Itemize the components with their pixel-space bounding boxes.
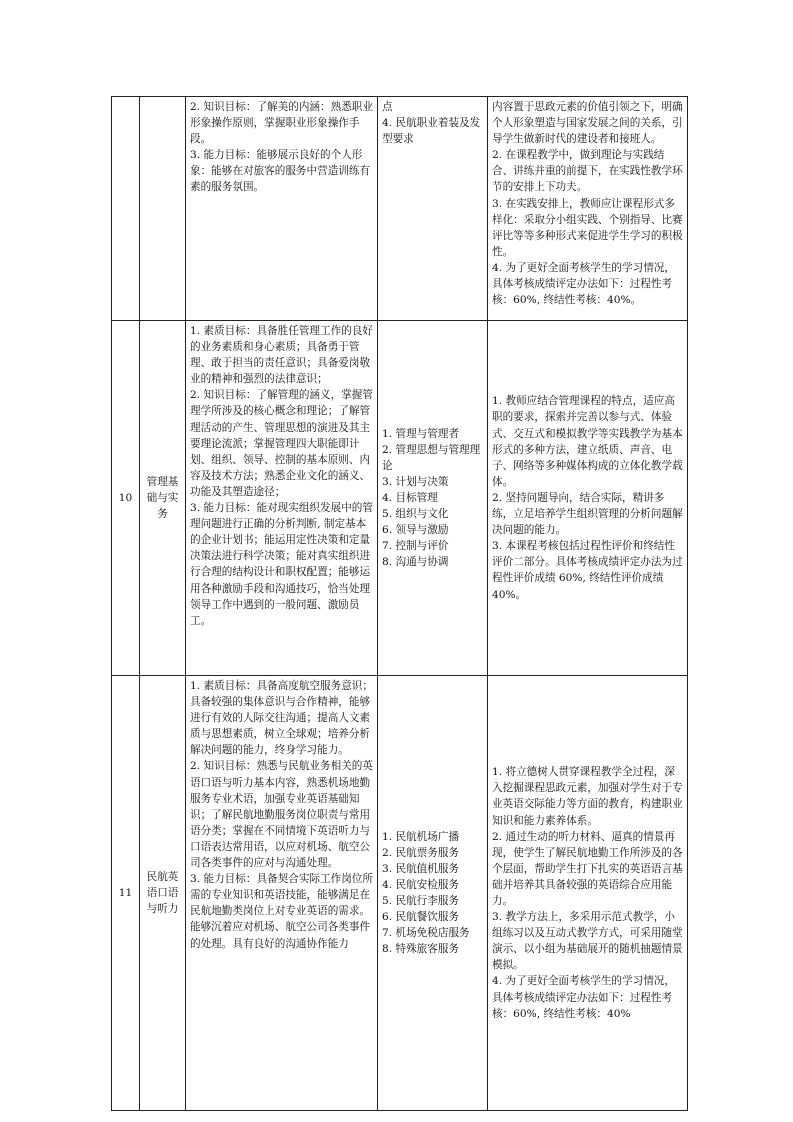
course-name: 民航英语口语与听力 bbox=[140, 676, 186, 1111]
requirement-item: 1. 教师应结合管理课程的特点，适应高职的要求，探索并完善以参与式、体验式、交互式和模拟教学等实践教学为基本形式的多种方法，建立纸质、声音、电子、网络等多种媒体构成的立体化教学载体。 bbox=[492, 395, 683, 488]
content-item: 点 bbox=[382, 101, 393, 113]
course-contents bbox=[378, 676, 488, 1111]
table-row bbox=[112, 321, 688, 676]
content-item: 1. 民航机场广播 bbox=[382, 830, 460, 843]
content-item: 7. 机场免税店服务 bbox=[382, 927, 470, 940]
table-row bbox=[112, 676, 688, 1111]
content-item: 4. 目标管理 bbox=[382, 491, 438, 504]
content-item: 3. 民航值机服务 bbox=[382, 862, 460, 875]
goal-item: 2. 知识目标：了解美的内涵：熟悉职业形象操作原则，掌握职业形象操作手段。 bbox=[190, 101, 373, 146]
requirement-item: 3. 在实践安排上，教师应让课程形式多样化：采取分小组实践、个别指导、比赛评比等等多种形式来促进学生学习的积极性。 bbox=[492, 197, 683, 258]
content-item: 5. 民航行李服务 bbox=[382, 895, 460, 907]
content-item: 2. 管理思想与管理理论 bbox=[382, 443, 481, 472]
course-goals bbox=[186, 676, 378, 1111]
goal-item: 3. 能力目标：具备契合实际工作岗位所需的专业知识和英语技能，能够满足在民航地勤类岗位上对专业英语的需求。能够沉着应对机场、航空公司各类事件的处理。具有良好的沟通协作能力 bbox=[190, 873, 373, 950]
content-item: 4. 民航职业着装及发型要求 bbox=[382, 117, 481, 146]
content-item: 3. 计划与决策 bbox=[382, 475, 449, 488]
goal-item: 1. 素质目标：具备高度航空服务意识；具备较强的集体意识与合作精神，能够进行有效的人际交往沟通；提高人文素质与思想素质，树立全球观；培养分析解决问题的能力，终身学习能力。 bbox=[190, 680, 373, 757]
goal-item: 2. 知识目标：了解管理的涵义，掌握管理学所涉及的核心概念和理论；了解管理活动的产生、管理思想的演进及其主要理论流派；掌握管理四大职能即计划、组织、领导、控制的基本原则、内容及技术方法；熟悉企业文化的涵义、功能及其塑造途径； bbox=[190, 389, 373, 498]
course-requirements bbox=[488, 97, 688, 321]
content-item: 1. 管理与管理者 bbox=[382, 427, 460, 440]
content-item: 5. 组织与文化 bbox=[382, 508, 449, 521]
course-number: 10 bbox=[112, 321, 140, 676]
content-item: 2. 民航票务服务 bbox=[382, 846, 460, 859]
requirement-item: 4. 为了更好全面考核学生的学习情况，具体考核成绩评定办法如下：过程性考核：60%, 终结性考核：40%。 bbox=[492, 261, 675, 307]
course-goals bbox=[186, 321, 378, 676]
requirement-item: 1. 将立德树人贯穿课程教学全过程，深入挖掘课程思政元素，加强对学生对于专业英语交际能力等方面的教育，构建职业知识和能力素养体系。 bbox=[492, 766, 683, 827]
content-item: 6. 领导与激励 bbox=[382, 524, 449, 537]
course-table bbox=[111, 96, 688, 1111]
course-number: 11 bbox=[112, 676, 140, 1111]
requirement-item: 3. 教学方法上，多采用示范式教学，小组练习以及互动式教学方式，可采用随堂演示、以小组为基础展开的随机抽题情景模拟。 bbox=[492, 911, 683, 972]
content-item: 4. 民航安检服务 bbox=[382, 878, 460, 891]
course-name: 管理基础与实务 bbox=[140, 321, 186, 676]
goal-item: 1. 素质目标：具备胜任管理工作的良好的业务素质和身心素质；具备勇于管理、敢于担当的责任意识；具备爱岗敬业的精神和强烈的法律意识； bbox=[190, 325, 373, 386]
requirement-item: 2. 在课程教学中，做到理论与实践结合、讲练并重的前提下，在实践性教学环节的安排上下功夫。 bbox=[492, 149, 683, 194]
requirement-item: 3. 本课程考核包括过程性评价和终结性评价二部分。具体考核成绩评定办法为过程性评价成绩 60%, 终结性评价成绩 40%。 bbox=[492, 540, 683, 601]
course-name bbox=[140, 97, 186, 321]
requirement-item: 4. 为了更好全面考核学生的学习情况，具体考核成绩评定办法如下：过程性考核：60%, 终结性考核：40% bbox=[492, 975, 675, 1020]
table-row bbox=[112, 97, 688, 321]
requirement-item: 内容置于思政元素的价值引领之下，明确个人形象塑造与国家发展之间的关系，引导学生做新时代的建设者和接班人。 bbox=[492, 101, 683, 146]
requirement-item: 2. 坚持问题导向，结合实际，精讲多练，立足培养学生组织管理的分析问题解决问题的能力。 bbox=[492, 491, 683, 537]
course-requirements bbox=[488, 321, 688, 676]
content-item: 7. 控制与评价 bbox=[382, 540, 449, 553]
content-item: 8. 特殊旅客服务 bbox=[382, 943, 460, 956]
requirement-item: 2. 通过生动的听力材料、逼真的情景再现，使学生了解民航地勤工作所涉及的各个层面，帮助学生打下扎实的英语语言基础并培养其具备较强的英语综合应用能力。 bbox=[492, 830, 683, 907]
goal-item: 3. 能力目标：能够展示良好的个人形象：能够在对旅客的服务中营造训练有素的服务氛围。 bbox=[190, 149, 371, 194]
goal-item: 2. 知识目标：熟悉与民航业务相关的英语口语与听力基本内容，熟悉机场地勤服务专业术语，加强专业英语基础知识；了解民航地勤服务岗位职责与常用语分类；掌握在不同情境下英语听力与口语表达常用语，以应对机场、航空公司各类事件的应对与沟通处理。 bbox=[190, 760, 373, 870]
course-contents bbox=[378, 321, 488, 676]
content-item: 6. 民航餐饮服务 bbox=[382, 911, 460, 924]
goal-item: 3. 能力目标：能对现实组织发展中的管理问题进行正确的分析判断, 制定基本的企业计划书；能运用定性决策和定量决策法进行科学决策；能对真实组织进行合理的结构设计和职权配置；能够运用各种激励手段和沟通技巧，恰当处理领导工作中遇到的一般问题、激励员工。 bbox=[190, 502, 373, 627]
course-number bbox=[112, 97, 140, 321]
course-requirements bbox=[488, 676, 688, 1111]
course-goals bbox=[186, 97, 378, 321]
course-contents bbox=[378, 97, 488, 321]
content-item: 8. 沟通与协调 bbox=[382, 556, 449, 569]
